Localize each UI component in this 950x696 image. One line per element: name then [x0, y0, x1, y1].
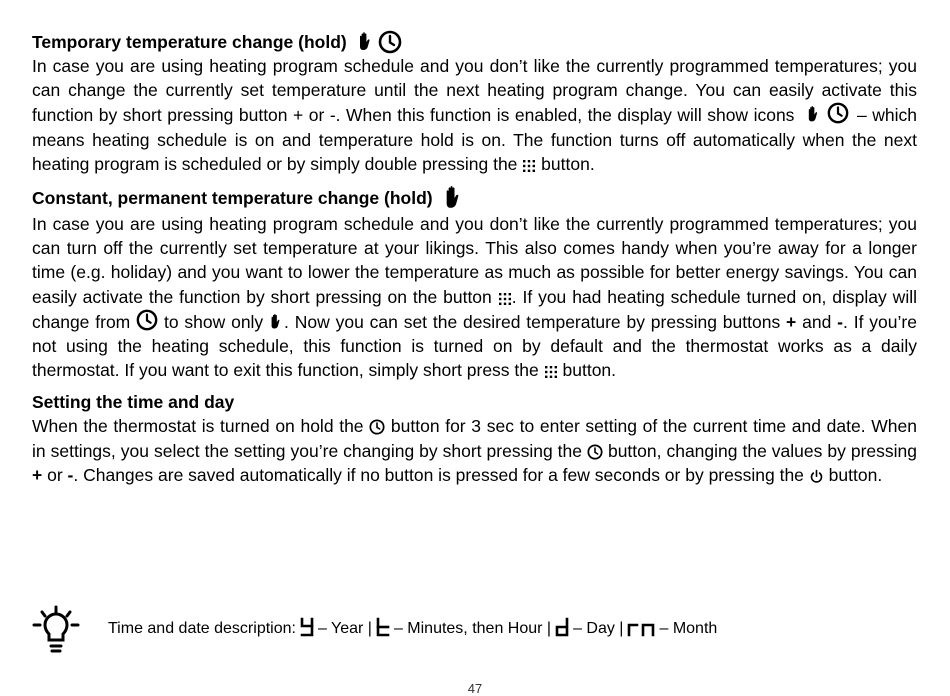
hand-icon — [443, 184, 465, 212]
section-temporary-hold — [32, 30, 917, 176]
section-heading: Constant, permanent temperature change (hold) — [32, 184, 917, 212]
menu-dots-icon — [544, 365, 558, 379]
menu-dots-icon — [522, 159, 536, 173]
lightbulb-icon — [32, 605, 80, 653]
section-body: In case you are using heating program schedule and you don’t like the currently programmed temperatures; you can change the currently set temperature until the next heating program change. You can easily activate this function by short pressing button + or -. When this function is enabled, the display will show icons – which means heating schedule is on and temperature hold is on. The function turns off automatically when the next heating program is scheduled or by simply double pressing the button. — [32, 56, 917, 174]
hand-icon — [806, 105, 822, 124]
clock-icon — [378, 30, 402, 54]
clock-icon — [369, 419, 385, 435]
section-heading: Temporary temperature change (hold) — [32, 30, 917, 54]
hand-icon — [269, 313, 284, 331]
time-date-description: Time and date description: – Year | – Minutes, then Hour | – Day | – Month — [108, 617, 717, 642]
segment-m-icon — [627, 617, 655, 642]
section-heading: Setting the time and day — [32, 392, 235, 413]
page-number: 47 — [467, 681, 483, 696]
section-permanent-hold — [32, 184, 917, 382]
hand-icon — [357, 31, 375, 53]
section-body: In case you are using heating program schedule and you don’t like the currently programmed temperatures; you can turn off the currently set temperature at your likings. This also comes handy when you’re away for a longer time (e.g. holiday) and you want to lower the temperature as much as possible for better energy savings. You can easily activate the function by short pressing on the button . If you had heating schedule turned on, display will change from to show only . Now you can set the desired temperature by pressing buttons + and -. If you’re not using the heating schedule, this function is turned on by default and the thermostat works as a daily thermostat. If you want to exit this function, simply short press the button. — [32, 214, 917, 381]
clock-icon — [827, 102, 849, 124]
power-icon — [809, 469, 824, 484]
segment-d-icon — [555, 617, 569, 642]
segment-y-icon — [300, 617, 314, 642]
segment-t-icon — [376, 617, 390, 642]
section-time-day — [32, 390, 917, 487]
section-body: When the thermostat is turned on hold the button for 3 sec to enter setting of the current time and date. When in settings, you select the setting you’re changing by short pressing the button, changing the values by pressing + or -. Changes are saved automatically if no button is pressed for a few seconds or by pressing the button. — [32, 416, 917, 485]
menu-dots-icon — [498, 292, 512, 306]
tip-row — [32, 605, 717, 653]
clock-icon — [136, 309, 158, 331]
manual-page — [32, 30, 917, 495]
clock-icon — [587, 444, 603, 460]
